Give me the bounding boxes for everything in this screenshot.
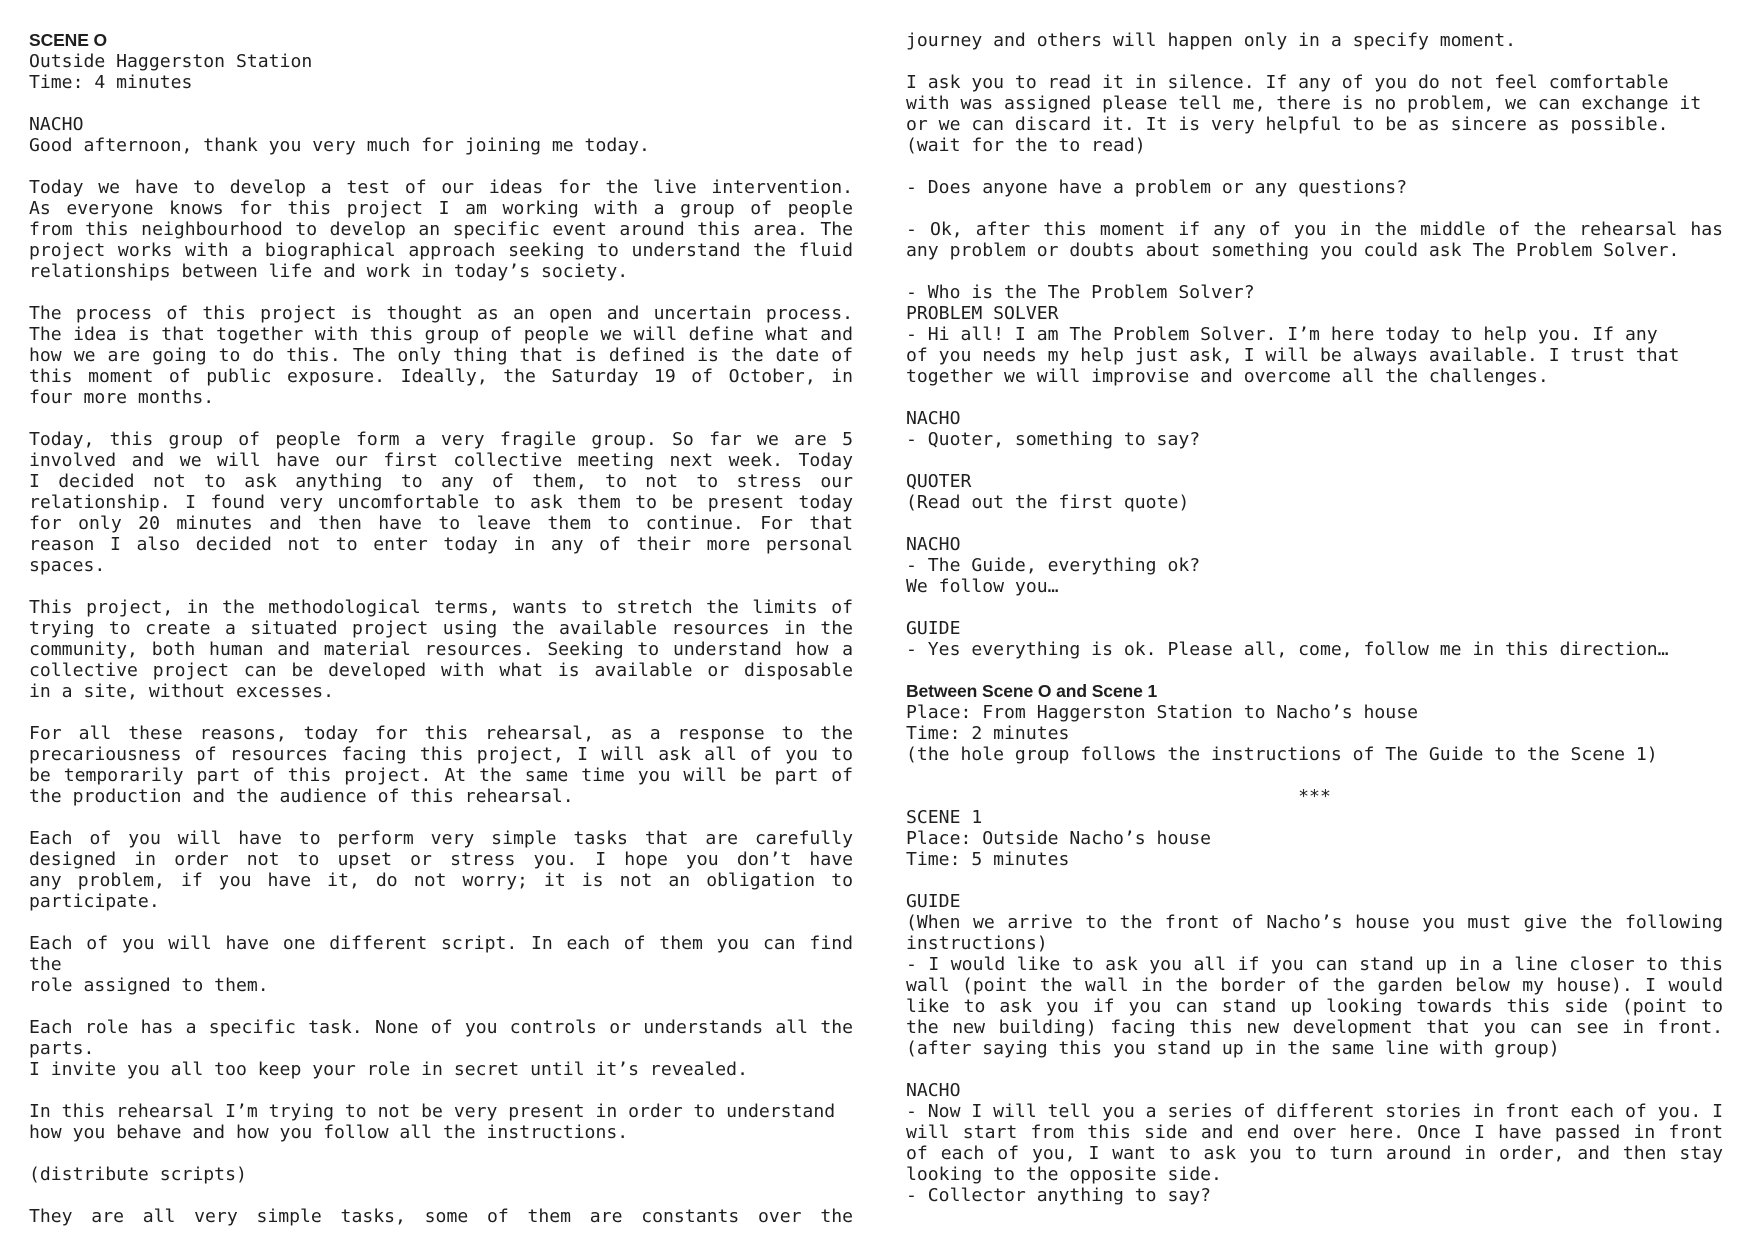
speaker-quoter: QUOTER xyxy=(906,471,972,492)
text-line: Today, this group of people form a very fragile group. So far we are 5 xyxy=(29,429,853,450)
text-line: - Ok, after this moment if any of you in the middle of the rehearsal has xyxy=(906,219,1723,240)
text-line: of you needs my help just ask, I will be always available. I trust that xyxy=(906,345,1680,366)
paragraph-fragile-group xyxy=(29,429,853,576)
problem-solver-block xyxy=(906,282,1723,387)
paragraph-process xyxy=(29,303,853,408)
text-line: - Collector anything to say? xyxy=(906,1185,1212,1206)
text-line: In this rehearsal I’m trying to not be very present in order to understand xyxy=(29,1101,836,1122)
scene-1-heading: SCENE 1 xyxy=(906,807,983,828)
scene-0-place: Outside Haggerston Station xyxy=(29,51,313,72)
paragraph-simple-tasks xyxy=(29,828,853,912)
text-line: be temporarily part of this project. At the same time you will be part of xyxy=(29,765,853,786)
text-line: designed in order not to upset or stress you. I hope you don’t have xyxy=(29,849,853,870)
text-line: I ask you to read it in silence. If any of you do not feel comfortable xyxy=(906,72,1669,93)
scene-0-block xyxy=(29,30,853,93)
text-line: for only 20 minutes and then have to leave them to continue. For that xyxy=(29,513,853,534)
text-line: relationships between life and work in today’s society. xyxy=(29,261,629,282)
text-line: Each of you will have one different script. In each of them you can find the xyxy=(29,933,853,975)
text-line: with was assigned please tell me, there is no problem, we can exchange it xyxy=(906,93,1702,114)
scene-1-block xyxy=(906,807,1723,870)
text-line: any problem, if you have it, do not worry; it is not an obligation to xyxy=(29,870,853,891)
text-line: I decided not to ask anything to any of them, to not to stress our xyxy=(29,471,853,492)
speaker-guide: GUIDE xyxy=(906,891,961,912)
text-line: - The Guide, everything ok? xyxy=(906,555,1201,576)
scene-0-time: Time: 4 minutes xyxy=(29,72,193,93)
scene-1-place: Place: Outside Nacho’s house xyxy=(906,828,1212,849)
greeting-line: Good afternoon, thank you very much for joining me today. xyxy=(29,135,650,156)
text-line: journey and others will happen only in a specify moment. xyxy=(906,30,1517,51)
text-line: collective project can be developed with what is available or disposable xyxy=(29,660,853,681)
text-line: role assigned to them. xyxy=(29,975,269,996)
stage-direction-distribute xyxy=(29,1164,853,1185)
text-line: like to ask you if you can stand up looking towards this side (point to xyxy=(906,996,1723,1017)
between-scenes-block xyxy=(906,681,1723,765)
paragraph-reasons xyxy=(29,723,853,807)
speaker-problem-solver: PROBLEM SOLVER xyxy=(906,303,1059,324)
paragraph-rehearsal xyxy=(29,1101,853,1143)
text-line: The process of this project is thought as an open and uncertain process. xyxy=(29,303,853,324)
text-line: Each of you will have to perform very simple tasks that are carefully xyxy=(29,828,853,849)
speaker-guide: GUIDE xyxy=(906,618,961,639)
nacho-quoter-block xyxy=(906,408,1723,450)
between-place: Place: From Haggerston Station to Nacho’s house xyxy=(906,702,1418,723)
text-line: together we will improvise and overcome all the challenges. xyxy=(906,366,1549,387)
text-line: As everyone knows for this project I am working with a group of people xyxy=(29,198,853,219)
speaker-nacho: NACHO xyxy=(29,114,84,135)
text-line: project works with a biographical approach seeking to understand the fluid xyxy=(29,240,853,261)
text-line: Today we have to develop a test of our ideas for the live intervention. xyxy=(29,177,853,198)
quoter-block xyxy=(906,471,1723,513)
text-line: of each of you, I want to ask you to turn around in order, and then stay xyxy=(906,1143,1723,1164)
text-line: the production and the audience of this rehearsal. xyxy=(29,786,574,807)
text-line: participate. xyxy=(29,891,160,912)
continuation-block xyxy=(906,30,1723,51)
guide-instructions-block xyxy=(906,891,1723,1059)
text-line: - I would like to ask you all if you can stand up in a line closer to this xyxy=(906,954,1723,975)
text-line: Each role has a specific task. None of you controls or understands all the xyxy=(29,1017,853,1038)
text-line: community, both human and material resources. Seeking to understand how a xyxy=(29,639,853,660)
scene-0-heading: SCENE O xyxy=(29,30,108,50)
nacho-guide-block xyxy=(906,534,1723,597)
text-line: This project, in the methodological terms, wants to stretch the limits of xyxy=(29,597,853,618)
text-line: precariousness of resources facing this project, I will ask all of you to xyxy=(29,744,853,765)
text-line: The idea is that together with this group of people we will define what and xyxy=(29,324,853,345)
left-column xyxy=(29,30,853,1248)
paragraph-tasks-continued xyxy=(29,1206,853,1227)
speaker-nacho: NACHO xyxy=(906,408,961,429)
text-line: involved and we will have our first collective meeting next week. Today xyxy=(29,450,853,471)
text-line: - Hi all! I am The Problem Solver. I’m here today to help you. If any xyxy=(906,324,1658,345)
guide-reply-block xyxy=(906,618,1723,660)
text-line: in a site, without excesses. xyxy=(29,681,335,702)
text-line: will start from this side and end over here. Once I have passed in front xyxy=(906,1122,1723,1143)
text-line: trying to create a situated project using the available resources in the xyxy=(29,618,853,639)
text-line: how we are going to do this. The only thing that is defined is the date of xyxy=(29,345,853,366)
text-line: or we can discard it. It is very helpful to be as sincere as possible. xyxy=(906,114,1669,135)
scene-1-time: Time: 5 minutes xyxy=(906,849,1070,870)
text-line: instructions) xyxy=(906,933,1048,954)
text-line: - Now I will tell you a series of different stories in front each of you. I xyxy=(906,1101,1724,1122)
intro-block xyxy=(29,114,853,156)
text-line: spaces. xyxy=(29,555,106,576)
stage-direction: (wait for the to read) xyxy=(906,135,1146,156)
text-line: (distribute scripts) xyxy=(29,1164,247,1185)
invite-line: I invite you all too keep your role in secret until it’s revealed. xyxy=(29,1059,748,1080)
text-line: this moment of public exposure. Ideally, the Saturday 19 of October, in xyxy=(29,366,853,387)
text-line: (When we arrive to the front of Nacho’s house you must give the following xyxy=(906,912,1723,933)
section-separator: *** xyxy=(1298,786,1331,807)
text-line: looking to the opposite side. xyxy=(906,1164,1222,1185)
text-line: - Yes everything is ok. Please all, come, follow me in this direction… xyxy=(906,639,1669,660)
text-line: wall (point the wall in the border of the garden below my house). I would xyxy=(906,975,1723,996)
paragraph-roles xyxy=(29,1017,853,1080)
text-line: parts. xyxy=(29,1038,95,1059)
speaker-nacho: NACHO xyxy=(906,1080,961,1101)
text-line: relationship. I found very uncomfortable to ask them to be present today xyxy=(29,492,853,513)
paragraph-methodology xyxy=(29,597,853,702)
text-line: (after saying this you stand up in the same line with group) xyxy=(906,1038,1560,1059)
text-line: four more months. xyxy=(29,387,215,408)
text-line: - Quoter, something to say? xyxy=(906,429,1201,450)
question-block xyxy=(906,177,1723,198)
text-line: how you behave and how you follow all the instructions. xyxy=(29,1122,629,1143)
right-column xyxy=(906,30,1723,1227)
nacho-stories-block xyxy=(906,1080,1723,1206)
stage-direction: (the hole group follows the instructions of The Guide to the Scene 1) xyxy=(906,744,1658,765)
text-line: We follow you… xyxy=(906,576,1059,597)
read-silence-block xyxy=(906,72,1723,156)
paragraph-scripts xyxy=(29,933,853,996)
speaker-nacho: NACHO xyxy=(906,534,961,555)
text-line: any problem or doubts about something you could ask The Problem Solver. xyxy=(906,240,1680,261)
text-line: reason I also decided not to enter today in any of their more personal xyxy=(29,534,853,555)
text-line: For all these reasons, today for this rehearsal, as a response to the xyxy=(29,723,853,744)
stage-direction: (Read out the first quote) xyxy=(906,492,1190,513)
text-line: the new building) facing this new development that you can see in front. xyxy=(906,1017,1723,1038)
paragraph-live-intervention xyxy=(29,177,853,282)
text-line: - Does anyone have a problem or any questions? xyxy=(906,177,1408,198)
text-line: - Who is the The Problem Solver? xyxy=(906,282,1255,303)
text-line: They are all very simple tasks, some of them are constants over the xyxy=(29,1206,853,1227)
text-line: from this neighbourhood to develop an specific event around this area. The xyxy=(29,219,853,240)
ok-block xyxy=(906,219,1723,261)
between-scenes-heading: Between Scene O and Scene 1 xyxy=(906,681,1158,701)
between-time: Time: 2 minutes xyxy=(906,723,1070,744)
